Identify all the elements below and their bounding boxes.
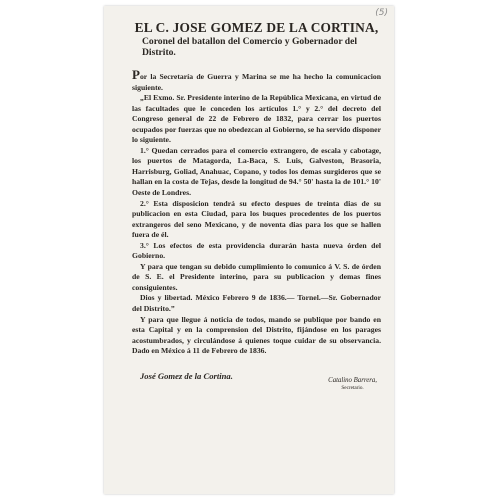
- proclamation-sheet: [104, 6, 394, 494]
- secretary-title: Secretario.: [341, 384, 364, 391]
- archive-number: (5): [375, 8, 388, 18]
- governor-signature: José Gomez de la Cortina.: [140, 370, 233, 381]
- signature-block: [132, 369, 381, 409]
- communication-paragraph: „El Exmo. Sr. Presidente interino de la República Mexicana, en virtud de las facultades que le conceden los artículos 1.° y 2.° del decreto del Congreso general de 22 de Febrero de 1832, para cerrar los puertos ocupados por fuerzas que no obedezcan al Gobierno, se ha servido disponer lo siguiente.: [132, 93, 381, 145]
- publication-paragraph: Y para que llegue á noticia de todos, mando se publique por bando en esta Capital y en la comprension del Distrito, fijándose en los parages acostumbrados, y circulándose á quienes toque cuidar de su observancia. Dado en México á 11 de Febrero de 1836.: [132, 314, 381, 356]
- decree-body: [132, 67, 381, 357]
- transmittal-paragraph: Y para que tengan su debido cumplimiento lo comunico á V. S. de órden de S. E. el Presidente interino, para su publicacion y demas fines consiguientes.: [132, 261, 381, 292]
- issuer-heading: EL C. JOSE GOMEZ DE LA CORTINA,: [134, 20, 379, 35]
- issuer-title: Coronel del batallon del Comercio y Gobernador del Distrito.: [142, 36, 358, 58]
- article-3-paragraph: 3.° Los efectos de esta providencia durarán hasta nueva órden del Gobierno.: [132, 240, 381, 261]
- secretary-signature: [328, 377, 377, 391]
- article-1-paragraph: 1.° Quedan cerrados para el comercio extrangero, de escala y cabotage, los puertos de Matagorda, La-Baca, S. Luis, Galveston, Brasoria, Harrisburg, Goliad, Anahuac, Copano, y todos los demas surgideros que se hallan en la costa de Tejas, desde la longitud de 94.° 50' hasta la de 101.° 10' Oeste de Londres.: [132, 145, 381, 198]
- article-2-paragraph: 2.° Esta disposicion tendrá su efecto despues de treinta dias de su publicacion en esta Ciudad, para los buques procedentes de los puertos extrangeros del seno Mexicano, y de noventa dias para los que se hallen fuera de él.: [132, 198, 381, 240]
- secretary-name: Catalino Barrera,: [328, 376, 377, 384]
- dateline-paragraph: Dios y libertad. México Febrero 9 de 1836.— Tornel.—Sr. Gobernador del Distrito.”: [132, 293, 381, 314]
- intro-paragraph: Por la Secretaría de Guerra y Marina se me ha hecho la comunicacion siguiente.: [132, 67, 381, 92]
